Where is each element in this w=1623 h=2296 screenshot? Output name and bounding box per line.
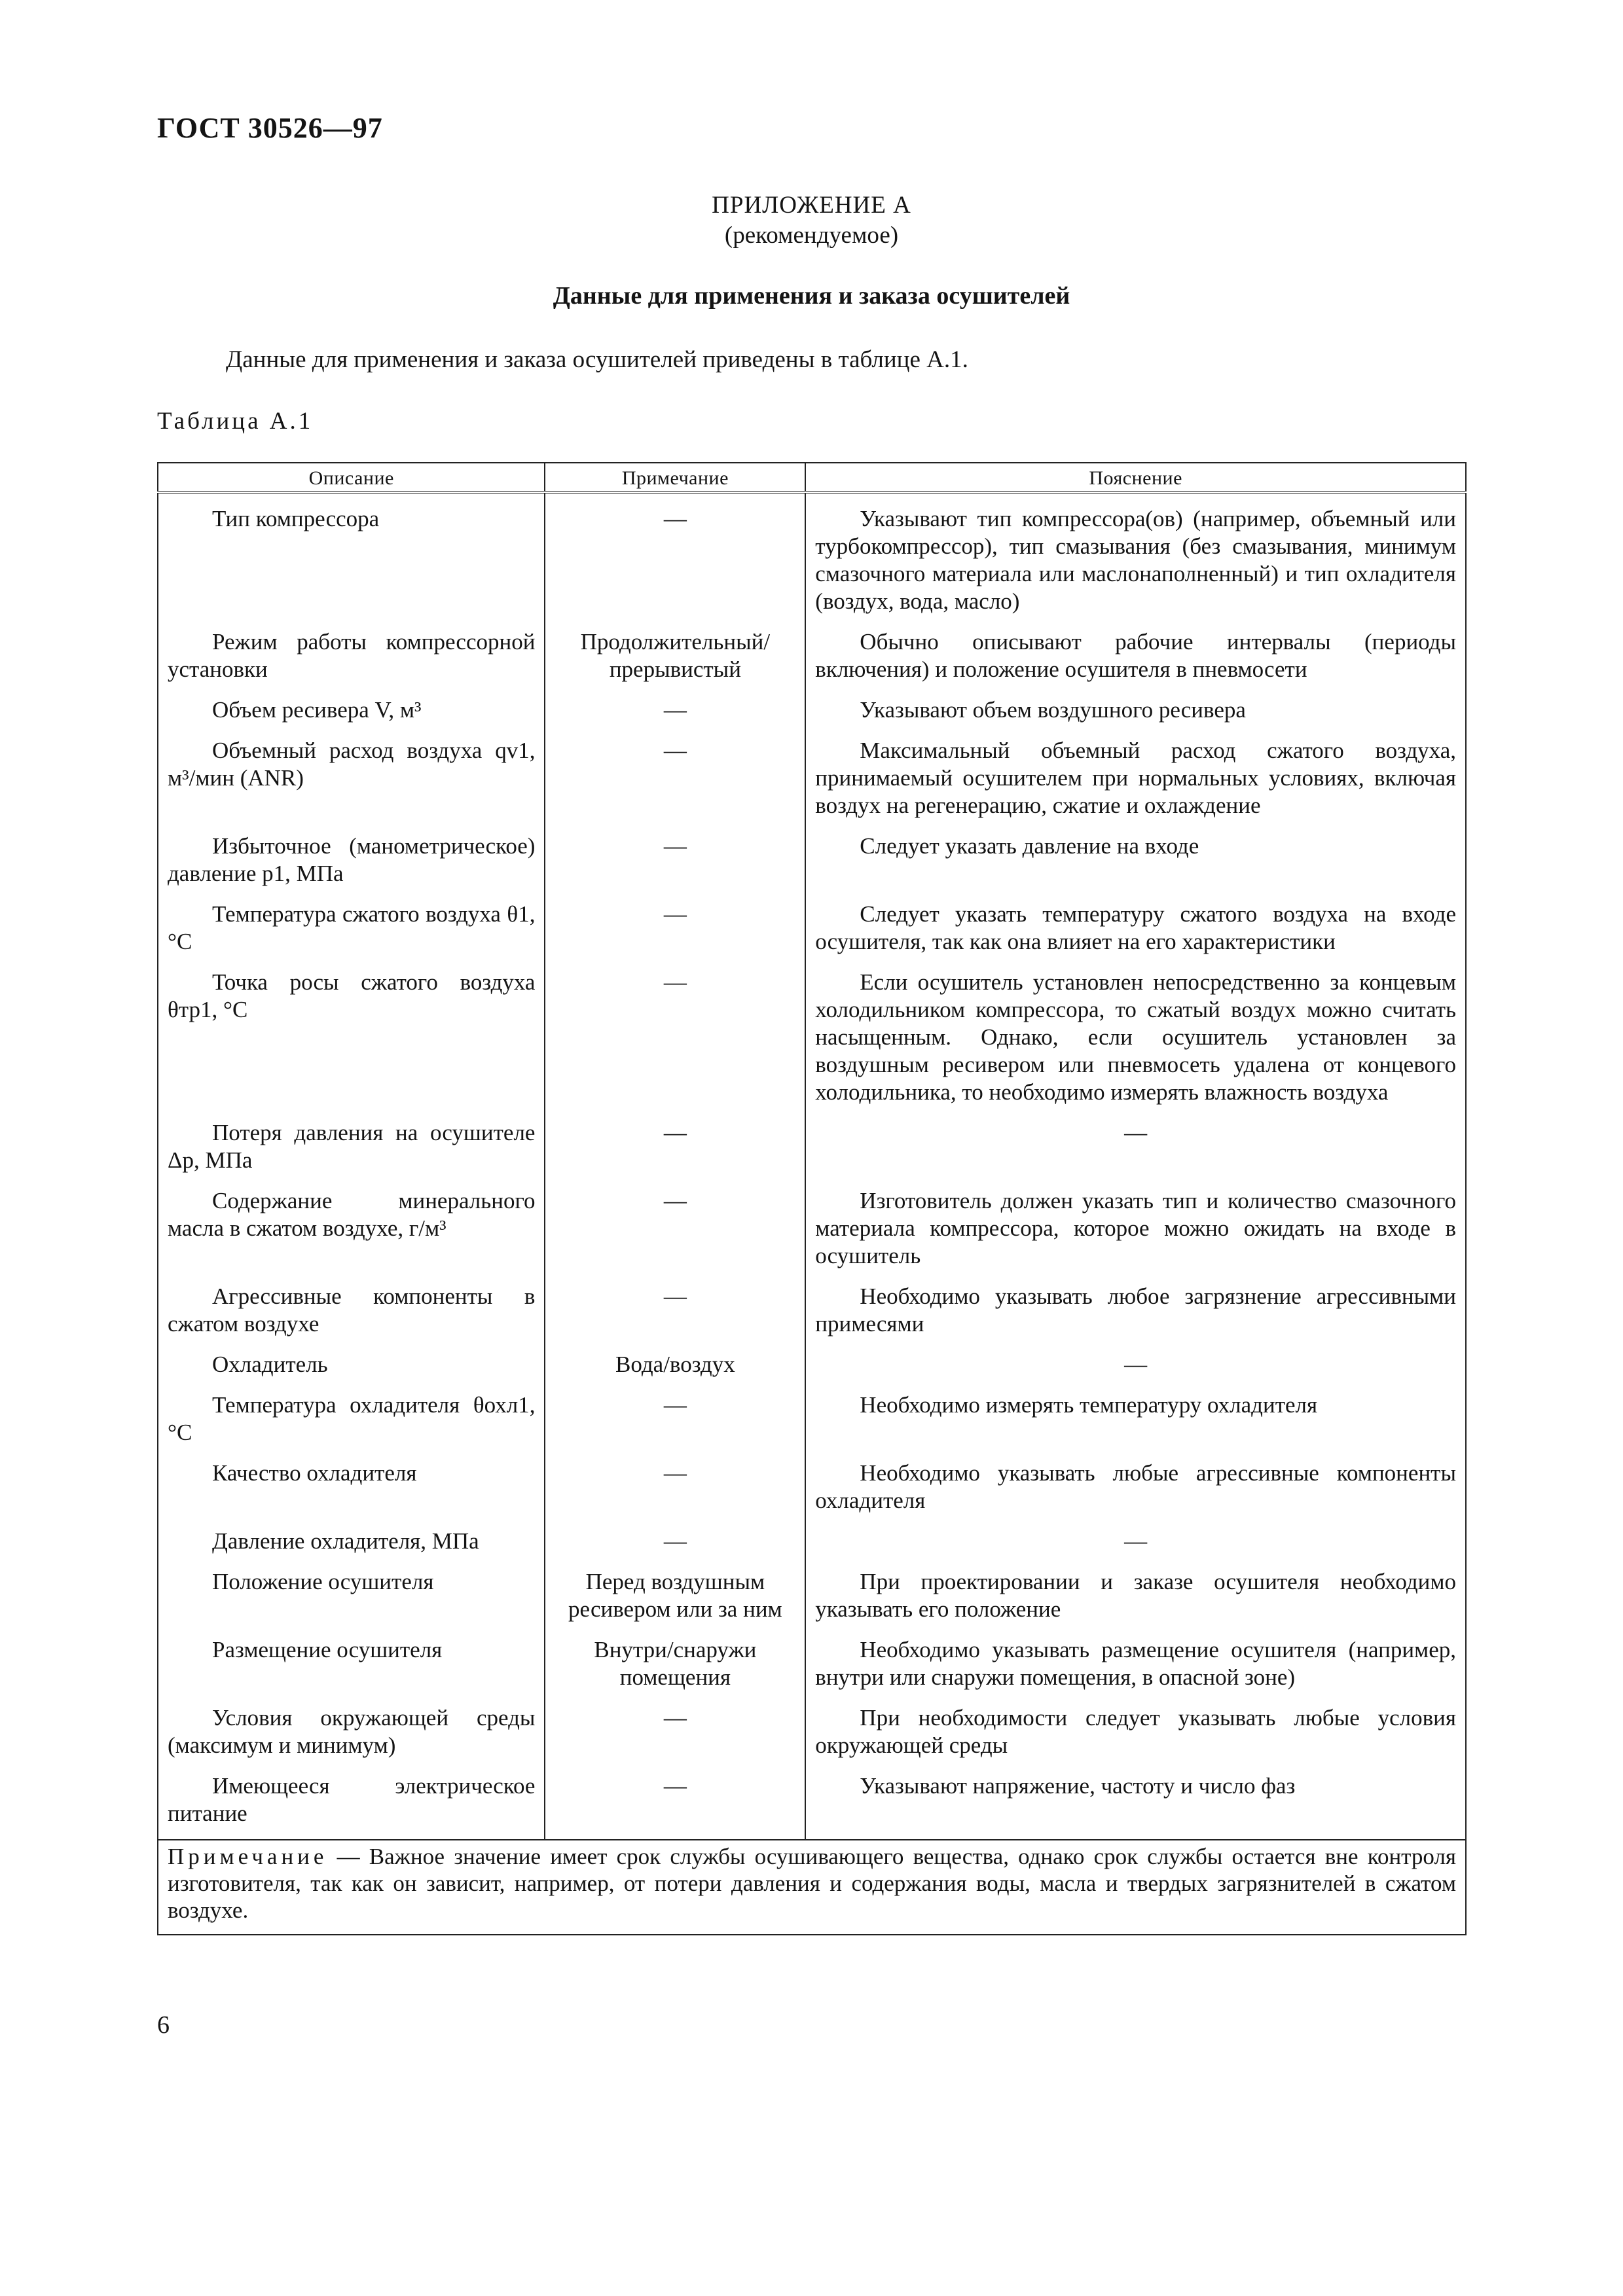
cell-explanation <box>805 1770 1466 1840</box>
cell-explanation <box>805 1525 1466 1566</box>
table-row <box>158 1566 1466 1634</box>
cell-note-text: — <box>663 833 687 859</box>
cell-description-text: Потеря давления на осушителе Δp, МПа <box>168 1120 536 1173</box>
cell-note-text: — <box>663 506 687 531</box>
cell-explanation <box>805 1389 1466 1457</box>
cell-description <box>158 1566 545 1634</box>
cell-note-text: — <box>663 738 687 763</box>
cell-description <box>158 626 545 694</box>
table-row <box>158 1117 1466 1185</box>
table-row <box>158 1348 1466 1389</box>
table-row <box>158 1770 1466 1840</box>
cell-note <box>545 1770 805 1840</box>
cell-note <box>545 1185 805 1280</box>
footnote-text: — Важное значение имеет срок службы осушивающего вещества, однако срок службы остается вне контроля изготовителя, так как он зависит, например, от потери давления и содержания воды, масла и твердых загрязнителей в сжатом воздухе. <box>168 1844 1457 1923</box>
cell-explanation-text: При проектировании и заказе осушителя необходимо указывать его положение <box>815 1569 1456 1622</box>
cell-explanation-text: Необходимо указывать размещение осушителя (например, внутри или снаружи помещения, в опасной зоне) <box>815 1637 1456 1690</box>
cell-explanation-text: Обычно описывают рабочие интервалы (периоды включения) и положение осушителя в пневмосети <box>815 629 1456 682</box>
cell-explanation-text: Если осушитель установлен непосредственно за концевым холодильником компрессора, то сжатый воздух можно считать насыщенным. Однако, если осушитель установлен за воздушным ресивером или пневмосеть удалена от концевого холодильника, то необходимо измерять влажность воздуха <box>815 969 1456 1105</box>
cell-explanation-text: Необходимо измерять температуру охладителя <box>860 1392 1318 1418</box>
cell-note <box>545 1117 805 1185</box>
cell-note <box>545 1280 805 1348</box>
cell-note-text: — <box>663 969 687 995</box>
table-row <box>158 1525 1466 1566</box>
cell-description-text: Температура сжатого воздуха θ1, °C <box>168 901 536 954</box>
cell-description <box>158 830 545 898</box>
intro-paragraph: Данные для применения и заказа осушителей приведены в таблице А.1. <box>226 346 968 373</box>
cell-note-text: — <box>663 901 687 927</box>
cell-explanation <box>805 830 1466 898</box>
cell-note-text: Продолжительный/прерывистый <box>580 629 771 682</box>
column-header-explanation: Пояснение <box>805 463 1466 492</box>
cell-description-text: Объемный расход воздуха qv1, м³/мин (ANR) <box>168 738 536 791</box>
cell-note-text: — <box>663 697 687 723</box>
table-header-row <box>158 463 1466 492</box>
cell-explanation-text: Максимальный объемный расход сжатого воздуха, принимаемый осушителем при нормальных условиях, включая воздух на регенерацию, сжатие и охлаждение <box>815 738 1456 818</box>
cell-description-text: Условия окружающей среды (максимум и минимум) <box>168 1705 536 1758</box>
cell-explanation <box>805 734 1466 830</box>
appendix-status: (рекомендуемое) <box>724 222 899 249</box>
cell-explanation <box>805 626 1466 694</box>
table-row <box>158 734 1466 830</box>
table-row <box>158 1185 1466 1280</box>
cell-description <box>158 694 545 734</box>
cell-description <box>158 492 545 626</box>
table-row <box>158 966 1466 1117</box>
cell-explanation-text: Следует указать давление на входе <box>860 833 1199 859</box>
cell-description <box>158 1389 545 1457</box>
cell-explanation-text: Изготовитель должен указать тип и количество смазочного материала компрессора, которое можно ожидать на входе в осушитель <box>815 1188 1456 1268</box>
cell-description <box>158 1348 545 1389</box>
cell-description <box>158 1117 545 1185</box>
cell-explanation-text: Указывают объем воздушного ресивера <box>860 697 1246 723</box>
cell-note-text: — <box>663 1283 687 1309</box>
cell-note <box>545 966 805 1117</box>
cell-description-text: Имеющееся электрическое питание <box>168 1773 536 1826</box>
cell-description-text: Охладитель <box>212 1352 328 1377</box>
cell-note <box>545 694 805 734</box>
cell-note-text: — <box>663 1188 687 1213</box>
cell-explanation <box>805 492 1466 626</box>
cell-description-text: Агрессивные компоненты в сжатом воздухе <box>168 1283 536 1336</box>
cell-description <box>158 1770 545 1840</box>
document-header: ГОСТ 30526—97 <box>157 112 383 144</box>
column-header-note: Примечание <box>545 463 805 492</box>
table-label: Таблица А.1 <box>157 408 314 435</box>
cell-note <box>545 626 805 694</box>
cell-note <box>545 1389 805 1457</box>
table-row <box>158 898 1466 966</box>
cell-description <box>158 1702 545 1770</box>
cell-description-text: Температура охладителя θохл1, °C <box>168 1392 536 1445</box>
cell-explanation-text: Указывают напряжение, частоту и число фаз <box>860 1773 1296 1799</box>
cell-description-text: Избыточное (манометрическое) давление p1, МПа <box>168 833 536 886</box>
cell-note <box>545 1525 805 1566</box>
cell-description <box>158 1185 545 1280</box>
cell-description <box>158 734 545 830</box>
cell-description <box>158 1525 545 1566</box>
cell-explanation <box>805 898 1466 966</box>
page-number: 6 <box>157 2011 170 2039</box>
cell-note <box>545 1634 805 1702</box>
cell-explanation <box>805 1634 1466 1702</box>
cell-note-text: Перед воздушным ресивером или за ним <box>568 1569 782 1622</box>
data-table <box>157 462 1467 1935</box>
cell-explanation <box>805 1457 1466 1525</box>
cell-explanation-text: Необходимо указывать любые агрессивные компоненты охладителя <box>815 1460 1456 1513</box>
cell-description <box>158 966 545 1117</box>
cell-description-text: Давление охладителя, МПа <box>212 1528 479 1554</box>
cell-description-text: Тип компрессора <box>212 506 380 531</box>
cell-note <box>545 734 805 830</box>
cell-explanation-text: Необходимо указывать любое загрязнение агрессивными примесями <box>815 1283 1456 1336</box>
cell-note <box>545 1702 805 1770</box>
cell-note <box>545 898 805 966</box>
table-row <box>158 694 1466 734</box>
table-footnote <box>158 1840 1466 1935</box>
table-row <box>158 830 1466 898</box>
cell-explanation <box>805 1280 1466 1348</box>
cell-explanation-text: При необходимости следует указывать любые условия окружающей среды <box>815 1705 1456 1758</box>
cell-explanation-text: Следует указать температуру сжатого воздуха на входе осушителя, так как она влияет на его характеристики <box>815 901 1456 954</box>
cell-description <box>158 1457 545 1525</box>
cell-note <box>545 1457 805 1525</box>
footnote-row <box>158 1840 1466 1935</box>
cell-note-text: — <box>663 1120 687 1145</box>
cell-explanation <box>805 1702 1466 1770</box>
table-row <box>158 626 1466 694</box>
cell-explanation-text: — <box>1124 1352 1148 1377</box>
cell-description-text: Режим работы компрессорной установки <box>168 629 536 682</box>
cell-explanation <box>805 966 1466 1117</box>
cell-explanation <box>805 694 1466 734</box>
cell-note <box>545 492 805 626</box>
cell-description-text: Размещение осушителя <box>212 1637 443 1662</box>
table-row <box>158 1389 1466 1457</box>
column-header-description: Описание <box>158 463 545 492</box>
cell-description <box>158 1634 545 1702</box>
cell-explanation-text: Указывают тип компрессора(ов) (например, объемный или турбокомпрессор), тип смазывания (без смазывания, минимум смазочного материала или маслонаполненный) и тип охладителя (воздух, вода, масло) <box>815 506 1456 614</box>
cell-note-text: — <box>663 1773 687 1799</box>
cell-note-text: — <box>663 1528 687 1554</box>
cell-description-text: Положение осушителя <box>212 1569 434 1594</box>
cell-description <box>158 898 545 966</box>
cell-explanation <box>805 1185 1466 1280</box>
cell-explanation-text: — <box>1124 1528 1148 1554</box>
appendix-heading: Данные для применения и заказа осушителей <box>553 282 1070 310</box>
appendix-title: ПРИЛОЖЕНИЕ А <box>712 192 911 219</box>
cell-note-text: — <box>663 1460 687 1486</box>
cell-note <box>545 830 805 898</box>
cell-explanation <box>805 1566 1466 1634</box>
cell-description-text: Объем ресивера V, м³ <box>212 697 422 723</box>
cell-explanation <box>805 1117 1466 1185</box>
cell-note-text: — <box>663 1392 687 1418</box>
table-row <box>158 1280 1466 1348</box>
footnote-label: Примечание <box>168 1844 328 1869</box>
cell-note <box>545 1348 805 1389</box>
cell-description-text: Точка росы сжатого воздуха θтр1, °C <box>168 969 536 1022</box>
table-row <box>158 492 1466 626</box>
cell-explanation <box>805 1348 1466 1389</box>
cell-note-text: Внутри/снаружи помещения <box>594 1637 757 1690</box>
cell-note <box>545 1566 805 1634</box>
cell-explanation-text: — <box>1124 1120 1148 1145</box>
table-row <box>158 1457 1466 1525</box>
cell-note-text: Вода/воздух <box>615 1352 735 1377</box>
table-row <box>158 1634 1466 1702</box>
cell-note-text: — <box>663 1705 687 1731</box>
table-row <box>158 1702 1466 1770</box>
cell-description-text: Качество охладителя <box>212 1460 417 1486</box>
cell-description-text: Содержание минерального масла в сжатом воздухе, г/м³ <box>168 1188 536 1241</box>
cell-description <box>158 1280 545 1348</box>
